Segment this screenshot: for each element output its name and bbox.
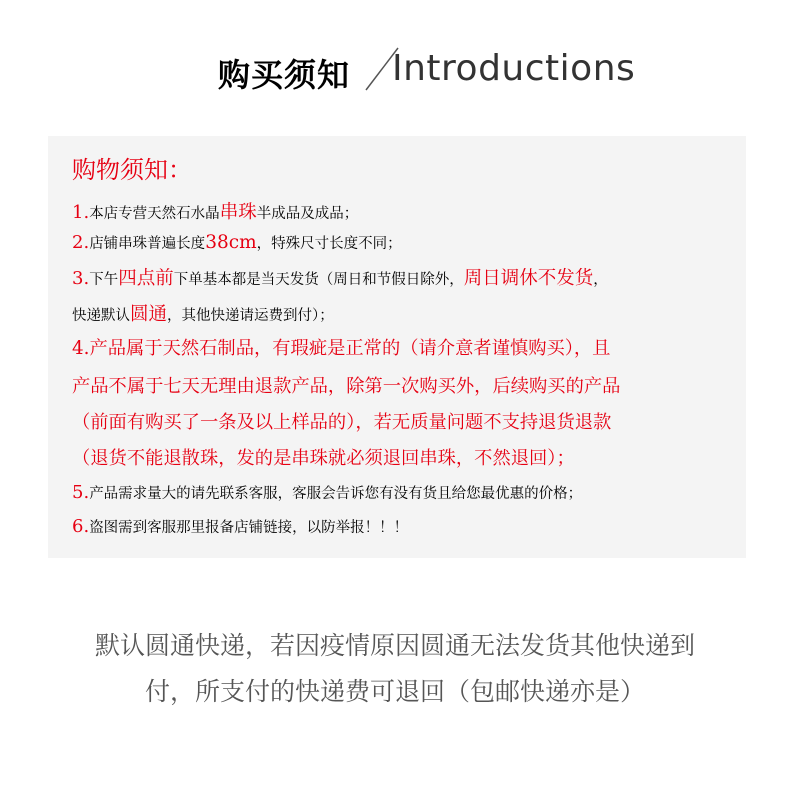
footer-line-1: 默认圆通快递，若因疫情原因圆通无法发货其他快递到: [94, 631, 695, 660]
item-1-number: 1.: [72, 202, 90, 223]
notice-title: 购物须知：: [72, 156, 192, 184]
item-2-number: 2.: [72, 232, 90, 253]
notice-item-5: [72, 482, 582, 503]
notice-item-4-line-2: 产品不属于七天无理由退款产品，除第一次购买外，后续购买的产品: [72, 376, 621, 397]
item-3-text-h: ，其他快递请运费到付）；: [167, 308, 334, 324]
item-1-text-c: 半成品及成品；: [256, 206, 359, 222]
notice-item-3-line-1: [72, 264, 608, 290]
item-5-number: 5.: [72, 482, 90, 503]
item-3-highlight-courier: 圆通: [130, 304, 168, 325]
notice-item-6: [72, 516, 408, 537]
header-title-en: Introductions: [392, 48, 636, 89]
item-1-highlight: 串珠: [219, 202, 257, 223]
item-1-text-a: 本店专营天然石水晶: [89, 206, 220, 222]
item-3-text-a: 下午: [89, 272, 119, 288]
item-3-highlight-time: 四点前: [118, 268, 174, 289]
item-3-number: 3.: [72, 268, 90, 289]
item-3-text-f: 快递默认: [72, 308, 130, 324]
notice-item-4-line-3: （前面有购买了一条及以上样品的），若无质量问题不支持退货退款: [72, 412, 612, 433]
notice-panel: [48, 136, 746, 558]
item-2-text-a: 店铺串珠普遍长度: [89, 236, 206, 252]
page-header: [0, 44, 790, 94]
item-2-highlight: 38cm: [205, 232, 257, 253]
footer-line-2: 付，所支付的快递费可退回（包邮快递亦是）: [144, 677, 645, 706]
item-3-highlight-sunday: 周日调休不发货: [463, 268, 594, 289]
item-2-text-c: ，特殊尺寸长度不同；: [256, 236, 402, 252]
header-title-cn: 购买须知: [218, 56, 351, 94]
notice-item-1: [72, 198, 358, 224]
notice-item-4-line-4: （退货不能退散珠，发的是串珠就必须退回串珠，不然退回）；: [72, 448, 575, 469]
item-3-text-e: ，: [593, 272, 608, 288]
item-6-number: 6.: [72, 516, 90, 537]
notice-item-2: [72, 232, 402, 253]
notice-item-3-line-2: [72, 300, 334, 326]
item-5-text: 产品需求量大的请先联系客服，客服会告诉您有没有货且给您最优惠的价格；: [89, 486, 583, 502]
notice-item-4-line-1: 4.产品属于天然石制品，有瑕疵是正常的（请介意者谨慎购买），且: [72, 338, 611, 359]
item-6-text: 盗图需到客服那里报备店铺链接，以防举报！！！: [89, 520, 409, 536]
item-3-text-c: 下单基本都是当天发货（周日和节假日除外，: [173, 272, 464, 288]
